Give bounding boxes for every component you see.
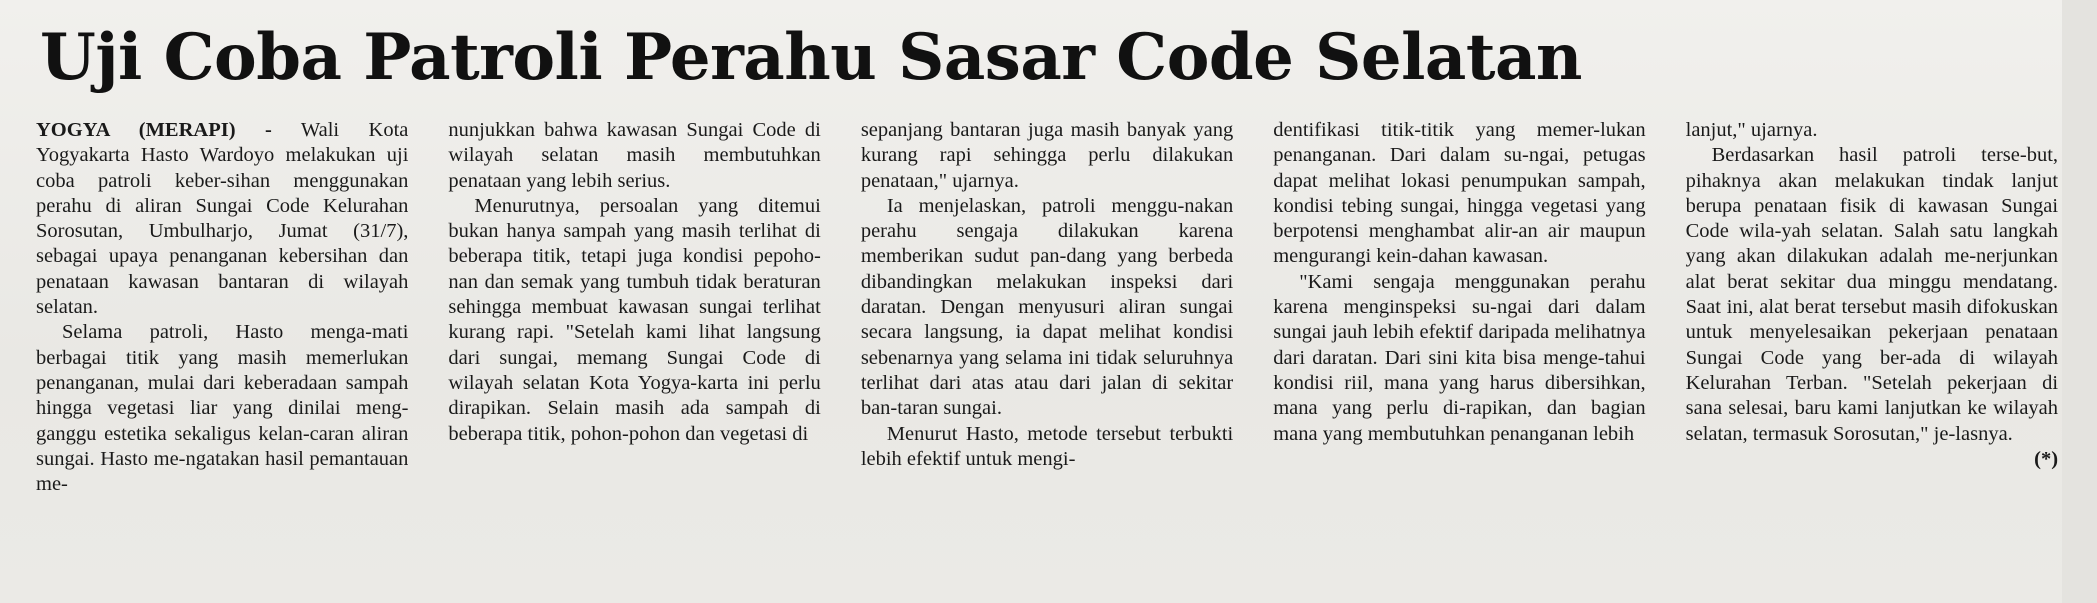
adjacent-article-edge — [2062, 0, 2097, 603]
paragraph: nunjukkan bahwa kawasan Sungai Code di wilayah selatan masih membutuhkan penataan yang lebih serius. — [448, 119, 821, 192]
signoff-mark: (*) — [2034, 447, 2059, 470]
paragraph: dentifikasi titik-titik yang memer-lukan penanganan. Dari dalam su-ngai, petugas dapat melihat lokasi penumpukan sampah, kondisi tebing sungai, hingga vegetasi yang berpotensi menghambat alir-an air maupun mengurangi kein-dahan kawasan. — [1273, 119, 1646, 268]
paragraph: YOGYA (MERAPI) - Wali Kota Yogyakarta Hasto Wardoyo melakukan uji coba patroli keber-sihan menggunakan perahu di aliran Sungai Code Kelurahan Sorosutan, Umbulharjo, Jumat (31/7), sebagai upaya penanganan kebersihan dan penataan kawasan bantaran di wilayah selatan. — [36, 119, 409, 319]
article-column-2 — [448, 118, 820, 588]
article-column-5 — [1686, 118, 2058, 588]
article-column-3 — [861, 118, 1233, 588]
paragraph: Menurut Hasto, metode tersebut terbukti lebih efektif untuk mengi- — [860, 422, 1234, 470]
article-body — [36, 118, 2058, 588]
paragraph: Ia menjelaskan, patroli menggu-nakan perahu sengaja dilakukan karena memberikan sudut pan-dang yang berbeda dibandingkan melakukan inspeksi dari daratan. Dengan menyusuri aliran sungai secara langsung, ia dapat melihat kondisi sebenarnya yang selama ini tidak seluruhnya terlihat dari atas atau dari jalan di sekitar ban-taran sungai. — [860, 194, 1234, 420]
paragraph: Selama patroli, Hasto menga-mati berbagai titik yang masih memerlukan penanganan, mulai dari keberadaan sampah hingga vegetasi liar yang dinilai meng-ganggu estetika sekaligus kelan-caran aliran sungai. Hasto me-ngatakan hasil pemantauan me- — [36, 321, 409, 496]
paragraph: Menurutnya, persoalan yang ditemui bukan hanya sampah yang masih terlihat di beberapa titik, tetapi juga kondisi pepoho-nan dan semak yang tumbuh tidak beraturan sehingga membuat kawasan sungai terlihat kurang rapi. "Setelah kami lihat langsung dari sungai, memang Sungai Code di wilayah selatan Kota Yogya-karta ini perlu dirapikan. Selain masih ada sampah di beberapa titik, pohon-pohon dan vegetasi di — [448, 194, 821, 445]
paragraph: "Kami sengaja menggunakan perahu karena menginspeksi su-ngai dari dalam sungai jauh lebih efektif daripada melihatnya dari daratan. Dari sini kita bisa menge-tahui kondisi riil, mana yang harus dibersihkan, mana yang perlu di-rapikan, dan bagian mana yang membutuhkan penanganan lebih — [1273, 270, 1646, 445]
paragraph: Berdasarkan hasil patroli terse-but, pihaknya akan melakukan tindak lanjut berupa penataan fisik di kawasan Sungai Code wila-yah selatan. Salah satu langkah yang akan dilakukan adalah me-nerjunkan alat berat sekitar dua minggu mendatang. Saat ini, alat berat tersebut masih difokuskan untuk menyelesaikan pekerjaan penataan Sungai Code yang ber-ada di wilayah Kelurahan Terban. "Setelah pekerjaan di sana selesai, baru kami lanjutkan ke wilayah selatan, termasuk Sorosutan," je-lasnya. (*) — [1686, 143, 2058, 447]
paragraph: lanjut," ujarnya. — [1685, 119, 1818, 141]
article-column-4 — [1273, 118, 1645, 588]
paragraph: sepanjang bantaran juga masih banyak yang kurang rapi sehingga perlu dilakukan penataan," ujarnya. — [860, 119, 1234, 192]
headline: Uji Coba Patroli Perahu Sasar Code Selatan — [40, 20, 1582, 95]
article-column-1 — [36, 118, 408, 588]
dateline: YOGYA (MERAPI) - — [36, 119, 272, 141]
